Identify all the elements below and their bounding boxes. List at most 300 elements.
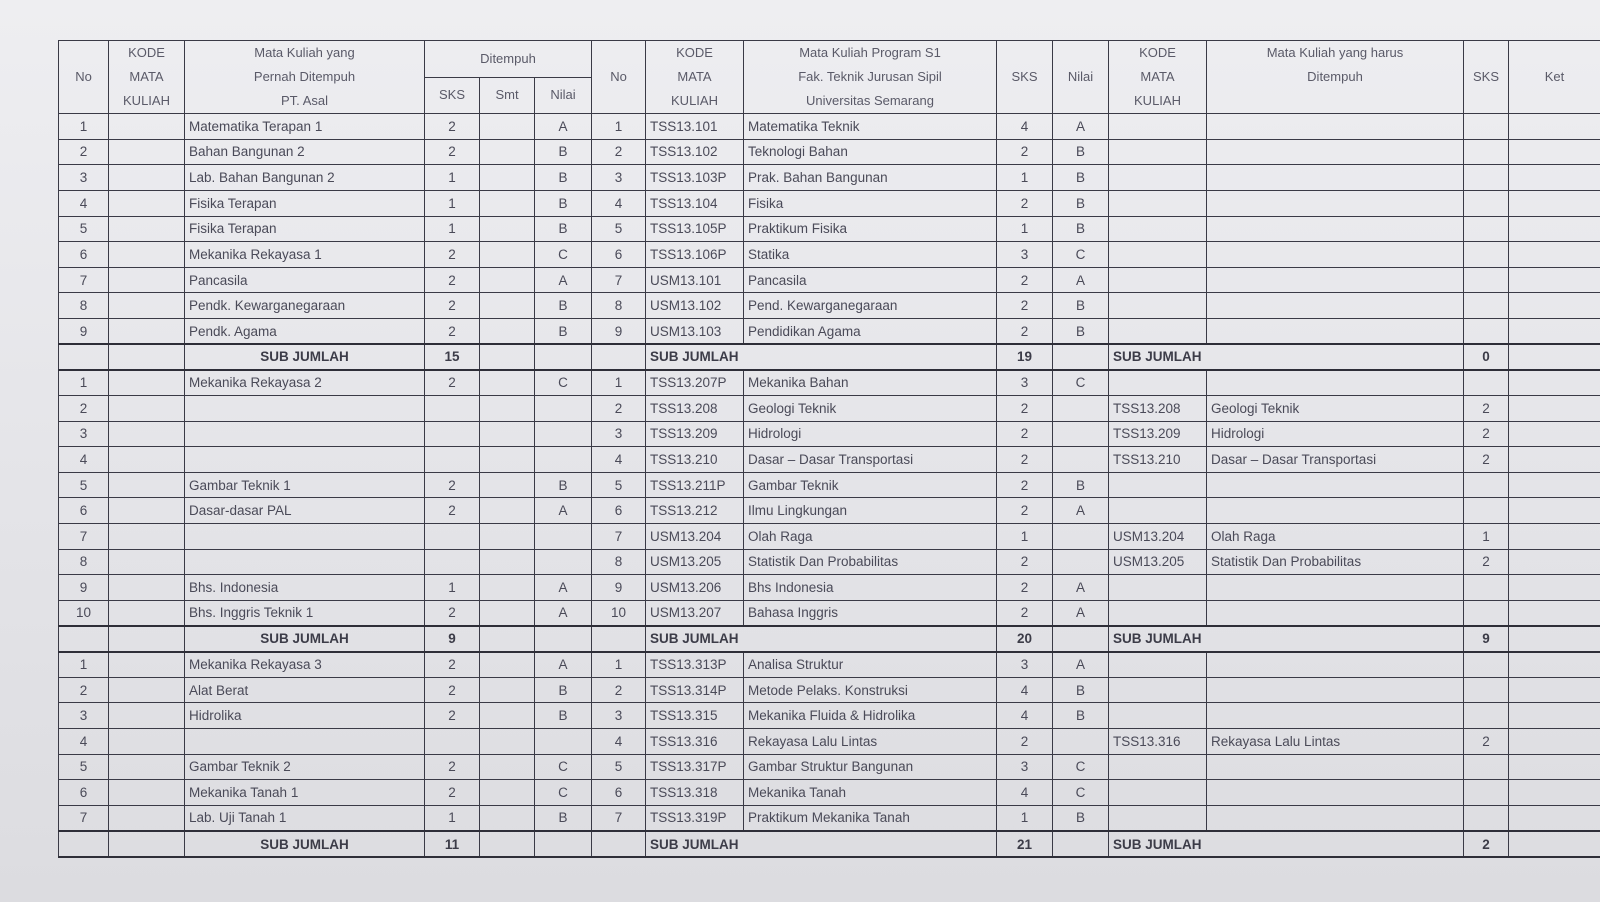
row-no-2: 4: [592, 190, 646, 216]
row-nilai-2: [1053, 729, 1109, 755]
row-kode: USM13.102: [646, 293, 744, 319]
row-ket: [1509, 190, 1600, 216]
row-mata-kuliah-asal: Mekanika Rekayasa 1: [185, 242, 425, 268]
row-sks-3: [1464, 600, 1509, 626]
row-kode: USM13.205: [646, 549, 744, 575]
row-nilai-2: C: [1053, 780, 1109, 806]
header-mata-kuliah-asal: [185, 41, 425, 114]
row-smt: [480, 267, 535, 293]
row-kode-asal: [109, 652, 185, 678]
row-sks: 2: [425, 370, 480, 396]
row-no: 3: [59, 703, 109, 729]
row-sks-3: [1464, 114, 1509, 140]
transcript-conversion-table: [58, 40, 1600, 858]
row-sks: 1: [425, 165, 480, 191]
table-row: [59, 139, 1600, 165]
row-kode-3: [1109, 677, 1207, 703]
row-sks-3: [1464, 780, 1509, 806]
row-sks: 2: [425, 677, 480, 703]
row-kode: TSS13.209: [646, 421, 744, 447]
row-nilai-2: A: [1053, 575, 1109, 601]
row-ket: [1509, 600, 1600, 626]
row-no-2: 5: [592, 216, 646, 242]
subtotal-empty: [59, 344, 109, 370]
row-smt: [480, 165, 535, 191]
subtotal-sks-program: 20: [997, 626, 1053, 652]
row-kode-asal: [109, 190, 185, 216]
row-mata-kuliah-harus: [1207, 498, 1464, 524]
row-nilai: [535, 524, 592, 550]
row-ket: [1509, 549, 1600, 575]
row-ket: [1509, 216, 1600, 242]
row-nilai-2: A: [1053, 600, 1109, 626]
row-kode-asal: [109, 677, 185, 703]
table-row: [59, 293, 1600, 319]
row-mata-kuliah-harus: [1207, 652, 1464, 678]
row-kode-3: [1109, 780, 1207, 806]
subtotal-empty: [480, 344, 535, 370]
row-smt: [480, 190, 535, 216]
row-smt: [480, 600, 535, 626]
header-program-line: Universitas Semarang: [806, 93, 934, 108]
header-kode-mata-kuliah-3: [1109, 41, 1207, 114]
row-kode-3: [1109, 600, 1207, 626]
row-mata-kuliah-harus: Dasar – Dasar Transportasi: [1207, 447, 1464, 473]
row-no: 2: [59, 395, 109, 421]
row-kode-asal: [109, 754, 185, 780]
subtotal-row: [59, 831, 1600, 857]
subtotal-row: [59, 344, 1600, 370]
row-sks: 2: [425, 600, 480, 626]
row-mata-kuliah: Pancasila: [744, 267, 997, 293]
row-sks-2: 4: [997, 677, 1053, 703]
row-nilai-2: A: [1053, 652, 1109, 678]
subtotal-label-harus: SUB JUMLAH: [1109, 831, 1464, 857]
row-kode-asal: [109, 319, 185, 345]
row-nilai-2: [1053, 524, 1109, 550]
row-sks-3: [1464, 190, 1509, 216]
row-nilai-2: B: [1053, 703, 1109, 729]
header-asal-line: Pernah Ditempuh: [253, 69, 356, 84]
table-row: [59, 677, 1600, 703]
row-no: 1: [59, 370, 109, 396]
row-mata-kuliah-asal: Pendk. Kewarganegaraan: [185, 293, 425, 319]
row-sks: 2: [425, 114, 480, 140]
row-sks-3: [1464, 267, 1509, 293]
row-nilai-2: B: [1053, 677, 1109, 703]
row-nilai-2: B: [1053, 293, 1109, 319]
subtotal-empty: [535, 344, 592, 370]
row-ket: [1509, 524, 1600, 550]
row-sks-3: [1464, 216, 1509, 242]
row-ket: [1509, 780, 1600, 806]
row-sks-2: 2: [997, 190, 1053, 216]
header-harus-line: Mata Kuliah yang harus: [1266, 45, 1404, 60]
row-kode-3: [1109, 242, 1207, 268]
table-row: [59, 652, 1600, 678]
header-ditempuh: Ditempuh: [425, 41, 592, 78]
header-asal-line: PT. Asal: [281, 93, 328, 108]
row-kode-3: USM13.204: [1109, 524, 1207, 550]
table-row: [59, 754, 1600, 780]
row-kode-asal: [109, 421, 185, 447]
row-sks-3: [1464, 370, 1509, 396]
row-kode-3: [1109, 652, 1207, 678]
row-no: 5: [59, 754, 109, 780]
row-nilai-2: B: [1053, 139, 1109, 165]
row-mata-kuliah: Geologi Teknik: [744, 395, 997, 421]
row-sks-2: 4: [997, 703, 1053, 729]
row-ket: [1509, 447, 1600, 473]
row-no: 10: [59, 600, 109, 626]
row-nilai: A: [535, 114, 592, 140]
row-no-2: 6: [592, 780, 646, 806]
table-row: [59, 472, 1600, 498]
row-nilai: B: [535, 805, 592, 831]
row-ket: [1509, 114, 1600, 140]
row-sks-2: 3: [997, 370, 1053, 396]
row-ket: [1509, 267, 1600, 293]
table-row: [59, 805, 1600, 831]
row-sks-3: [1464, 677, 1509, 703]
header-program-line: Mata Kuliah Program S1: [799, 45, 941, 60]
row-nilai-2: A: [1053, 498, 1109, 524]
row-no: 5: [59, 472, 109, 498]
row-ket: [1509, 677, 1600, 703]
row-nilai-2: C: [1053, 242, 1109, 268]
row-kode-asal: [109, 242, 185, 268]
row-kode-3: TSS13.208: [1109, 395, 1207, 421]
row-mata-kuliah-harus: [1207, 472, 1464, 498]
row-no: 6: [59, 780, 109, 806]
row-no: 6: [59, 498, 109, 524]
row-sks: [425, 395, 480, 421]
subtotal-empty: [1509, 344, 1600, 370]
row-kode: TSS13.212: [646, 498, 744, 524]
table-row: [59, 729, 1600, 755]
row-kode-asal: [109, 549, 185, 575]
row-nilai: [535, 395, 592, 421]
row-kode: TSS13.316: [646, 729, 744, 755]
row-sks-2: 2: [997, 549, 1053, 575]
row-ket: [1509, 472, 1600, 498]
row-mata-kuliah-asal: Fisika Terapan: [185, 216, 425, 242]
row-no-2: 9: [592, 319, 646, 345]
table-row: [59, 114, 1600, 140]
row-kode: TSS13.101: [646, 114, 744, 140]
row-mata-kuliah-harus: [1207, 293, 1464, 319]
table-row: [59, 780, 1600, 806]
row-no-2: 1: [592, 652, 646, 678]
row-sks-3: 2: [1464, 421, 1509, 447]
row-no-2: 2: [592, 139, 646, 165]
row-nilai: B: [535, 472, 592, 498]
row-nilai: B: [535, 677, 592, 703]
row-smt: [480, 729, 535, 755]
row-no-2: 6: [592, 242, 646, 268]
row-no-2: 2: [592, 395, 646, 421]
row-nilai: B: [535, 165, 592, 191]
row-mata-kuliah: Mekanika Bahan: [744, 370, 997, 396]
row-kode-3: [1109, 165, 1207, 191]
row-mata-kuliah-asal: Mekanika Rekayasa 3: [185, 652, 425, 678]
row-mata-kuliah: Matematika Teknik: [744, 114, 997, 140]
row-sks-2: 2: [997, 293, 1053, 319]
header-kode-mata-kuliah: [109, 41, 185, 114]
header-asal-line: Mata Kuliah yang: [254, 45, 355, 60]
row-ket: [1509, 754, 1600, 780]
subtotal-empty: [480, 831, 535, 857]
row-nilai-2: C: [1053, 754, 1109, 780]
row-smt: [480, 293, 535, 319]
row-sks-3: 2: [1464, 549, 1509, 575]
row-no-2: 8: [592, 293, 646, 319]
row-mata-kuliah-harus: [1207, 267, 1464, 293]
subtotal-label-harus: SUB JUMLAH: [1109, 626, 1464, 652]
subtotal-sks-program: 21: [997, 831, 1053, 857]
row-nilai-2: B: [1053, 190, 1109, 216]
row-sks-3: 1: [1464, 524, 1509, 550]
header-no: No: [59, 41, 109, 114]
row-no-2: 5: [592, 472, 646, 498]
subtotal-empty: [535, 831, 592, 857]
row-sks-3: [1464, 805, 1509, 831]
row-sks: 2: [425, 319, 480, 345]
row-kode-3: [1109, 370, 1207, 396]
row-no: 6: [59, 242, 109, 268]
header-program-line: Fak. Teknik Jurusan Sipil: [798, 69, 942, 84]
row-nilai: C: [535, 242, 592, 268]
row-sks-2: 2: [997, 395, 1053, 421]
row-sks-2: 2: [997, 447, 1053, 473]
row-mata-kuliah-harus: [1207, 216, 1464, 242]
row-ket: [1509, 242, 1600, 268]
row-sks: 1: [425, 575, 480, 601]
row-sks: 2: [425, 139, 480, 165]
row-kode: TSS13.103P: [646, 165, 744, 191]
table-row: [59, 447, 1600, 473]
table-row: [59, 703, 1600, 729]
row-ket: [1509, 165, 1600, 191]
row-ket: [1509, 139, 1600, 165]
row-sks-3: [1464, 652, 1509, 678]
row-kode-asal: [109, 703, 185, 729]
row-mata-kuliah-harus: Hidrologi: [1207, 421, 1464, 447]
row-nilai: A: [535, 267, 592, 293]
row-sks: [425, 447, 480, 473]
row-kode: TSS13.208: [646, 395, 744, 421]
row-no-2: 7: [592, 805, 646, 831]
row-kode: TSS13.105P: [646, 216, 744, 242]
row-mata-kuliah-asal: [185, 729, 425, 755]
header-kode3-line: MATA: [1140, 69, 1175, 84]
row-mata-kuliah-harus: [1207, 575, 1464, 601]
row-nilai: C: [535, 754, 592, 780]
row-kode: USM13.101: [646, 267, 744, 293]
row-mata-kuliah: Bahasa Inggris: [744, 600, 997, 626]
row-mata-kuliah: Statistik Dan Probabilitas: [744, 549, 997, 575]
subtotal-empty: [592, 626, 646, 652]
table-row: [59, 575, 1600, 601]
row-nilai-2: B: [1053, 319, 1109, 345]
table-row: [59, 190, 1600, 216]
row-no-2: 7: [592, 267, 646, 293]
table-row: [59, 498, 1600, 524]
row-no: 2: [59, 139, 109, 165]
row-smt: [480, 703, 535, 729]
table-row: [59, 421, 1600, 447]
row-no: 2: [59, 677, 109, 703]
row-mata-kuliah: Mekanika Fluida & Hidrolika: [744, 703, 997, 729]
row-mata-kuliah: Dasar – Dasar Transportasi: [744, 447, 997, 473]
row-no-2: 3: [592, 703, 646, 729]
row-mata-kuliah-harus: [1207, 139, 1464, 165]
row-smt: [480, 242, 535, 268]
row-mata-kuliah: Teknologi Bahan: [744, 139, 997, 165]
row-ket: [1509, 319, 1600, 345]
row-ket: [1509, 652, 1600, 678]
row-nilai: C: [535, 370, 592, 396]
row-mata-kuliah-asal: Gambar Teknik 2: [185, 754, 425, 780]
subtotal-empty: [59, 626, 109, 652]
row-mata-kuliah-harus: Rekayasa Lalu Lintas: [1207, 729, 1464, 755]
row-smt: [480, 472, 535, 498]
row-no: 9: [59, 319, 109, 345]
row-nilai: [535, 549, 592, 575]
row-kode-asal: [109, 216, 185, 242]
subtotal-label-program: SUB JUMLAH: [646, 344, 997, 370]
header-kode2-line: KULIAH: [671, 93, 718, 108]
row-sks: [425, 729, 480, 755]
header-kode2-line: MATA: [677, 69, 712, 84]
row-nilai-2: [1053, 447, 1109, 473]
row-mata-kuliah-harus: [1207, 114, 1464, 140]
row-mata-kuliah: Prak. Bahan Bangunan: [744, 165, 997, 191]
row-mata-kuliah: Pend. Kewarganegaraan: [744, 293, 997, 319]
row-sks-3: [1464, 293, 1509, 319]
subtotal-empty: [1509, 831, 1600, 857]
row-sks: 2: [425, 242, 480, 268]
row-nilai-2: A: [1053, 114, 1109, 140]
subtotal-empty: [1053, 831, 1109, 857]
header-sks: SKS: [425, 77, 480, 114]
header-kode-line: MATA: [129, 69, 164, 84]
row-nilai: [535, 421, 592, 447]
header-kode-line: KODE: [128, 45, 165, 60]
row-smt: [480, 549, 535, 575]
table-row: [59, 165, 1600, 191]
row-mata-kuliah-harus: [1207, 370, 1464, 396]
row-kode-3: TSS13.316: [1109, 729, 1207, 755]
header-sks-3: SKS: [1464, 41, 1509, 114]
header-kode3-line: KODE: [1139, 45, 1176, 60]
row-sks-2: 3: [997, 242, 1053, 268]
row-mata-kuliah-harus: Olah Raga: [1207, 524, 1464, 550]
row-kode-asal: [109, 267, 185, 293]
row-nilai: B: [535, 216, 592, 242]
row-kode-asal: [109, 447, 185, 473]
row-no: 7: [59, 524, 109, 550]
row-mata-kuliah: Hidrologi: [744, 421, 997, 447]
row-sks-3: [1464, 754, 1509, 780]
row-mata-kuliah-asal: Dasar-dasar PAL: [185, 498, 425, 524]
row-mata-kuliah-harus: [1207, 242, 1464, 268]
row-no: 4: [59, 447, 109, 473]
row-kode: TSS13.313P: [646, 652, 744, 678]
row-kode: TSS13.317P: [646, 754, 744, 780]
row-no-2: 1: [592, 114, 646, 140]
table-row: [59, 370, 1600, 396]
row-mata-kuliah-asal: Alat Berat: [185, 677, 425, 703]
row-smt: [480, 575, 535, 601]
row-nilai: [535, 729, 592, 755]
row-mata-kuliah-harus: Geologi Teknik: [1207, 395, 1464, 421]
row-mata-kuliah-asal: Pancasila: [185, 267, 425, 293]
row-kode: TSS13.314P: [646, 677, 744, 703]
row-mata-kuliah-harus: [1207, 600, 1464, 626]
row-kode: TSS13.104: [646, 190, 744, 216]
row-no: 8: [59, 293, 109, 319]
row-sks-3: [1464, 165, 1509, 191]
row-nilai: A: [535, 575, 592, 601]
table-row: [59, 395, 1600, 421]
row-mata-kuliah-asal: Hidrolika: [185, 703, 425, 729]
row-mata-kuliah: Metode Pelaks. Konstruksi: [744, 677, 997, 703]
row-mata-kuliah-harus: [1207, 165, 1464, 191]
row-mata-kuliah-harus: [1207, 190, 1464, 216]
subtotal-sks-asal: 9: [425, 626, 480, 652]
row-nilai: A: [535, 600, 592, 626]
row-kode-3: [1109, 703, 1207, 729]
row-smt: [480, 216, 535, 242]
row-sks-3: [1464, 575, 1509, 601]
row-kode-3: [1109, 114, 1207, 140]
row-kode-3: [1109, 472, 1207, 498]
row-no: 3: [59, 165, 109, 191]
subtotal-sks-asal: 11: [425, 831, 480, 857]
subtotal-empty: [592, 344, 646, 370]
row-kode-asal: [109, 472, 185, 498]
row-smt: [480, 395, 535, 421]
row-sks: 2: [425, 293, 480, 319]
row-sks: 1: [425, 216, 480, 242]
subtotal-empty: [1053, 344, 1109, 370]
subtotal-sks-harus: 2: [1464, 831, 1509, 857]
subtotal-sks-harus: 9: [1464, 626, 1509, 652]
table-body: [59, 114, 1600, 858]
row-mata-kuliah-asal: [185, 549, 425, 575]
header-kode2-line: KODE: [676, 45, 713, 60]
subtotal-empty: [109, 831, 185, 857]
header-nilai-2: Nilai: [1053, 41, 1109, 114]
row-kode-asal: [109, 370, 185, 396]
row-mata-kuliah-asal: Matematika Terapan 1: [185, 114, 425, 140]
row-nilai-2: [1053, 549, 1109, 575]
subtotal-empty: [480, 626, 535, 652]
row-kode: TSS13.102: [646, 139, 744, 165]
row-kode: TSS13.106P: [646, 242, 744, 268]
subtotal-label-asal: SUB JUMLAH: [185, 831, 425, 857]
row-ket: [1509, 703, 1600, 729]
row-sks-3: [1464, 472, 1509, 498]
row-no-2: 10: [592, 600, 646, 626]
row-sks: 2: [425, 472, 480, 498]
row-nilai: A: [535, 498, 592, 524]
row-mata-kuliah-asal: Lab. Uji Tanah 1: [185, 805, 425, 831]
header-smt: Smt: [480, 77, 535, 114]
row-smt: [480, 498, 535, 524]
table-row: [59, 267, 1600, 293]
